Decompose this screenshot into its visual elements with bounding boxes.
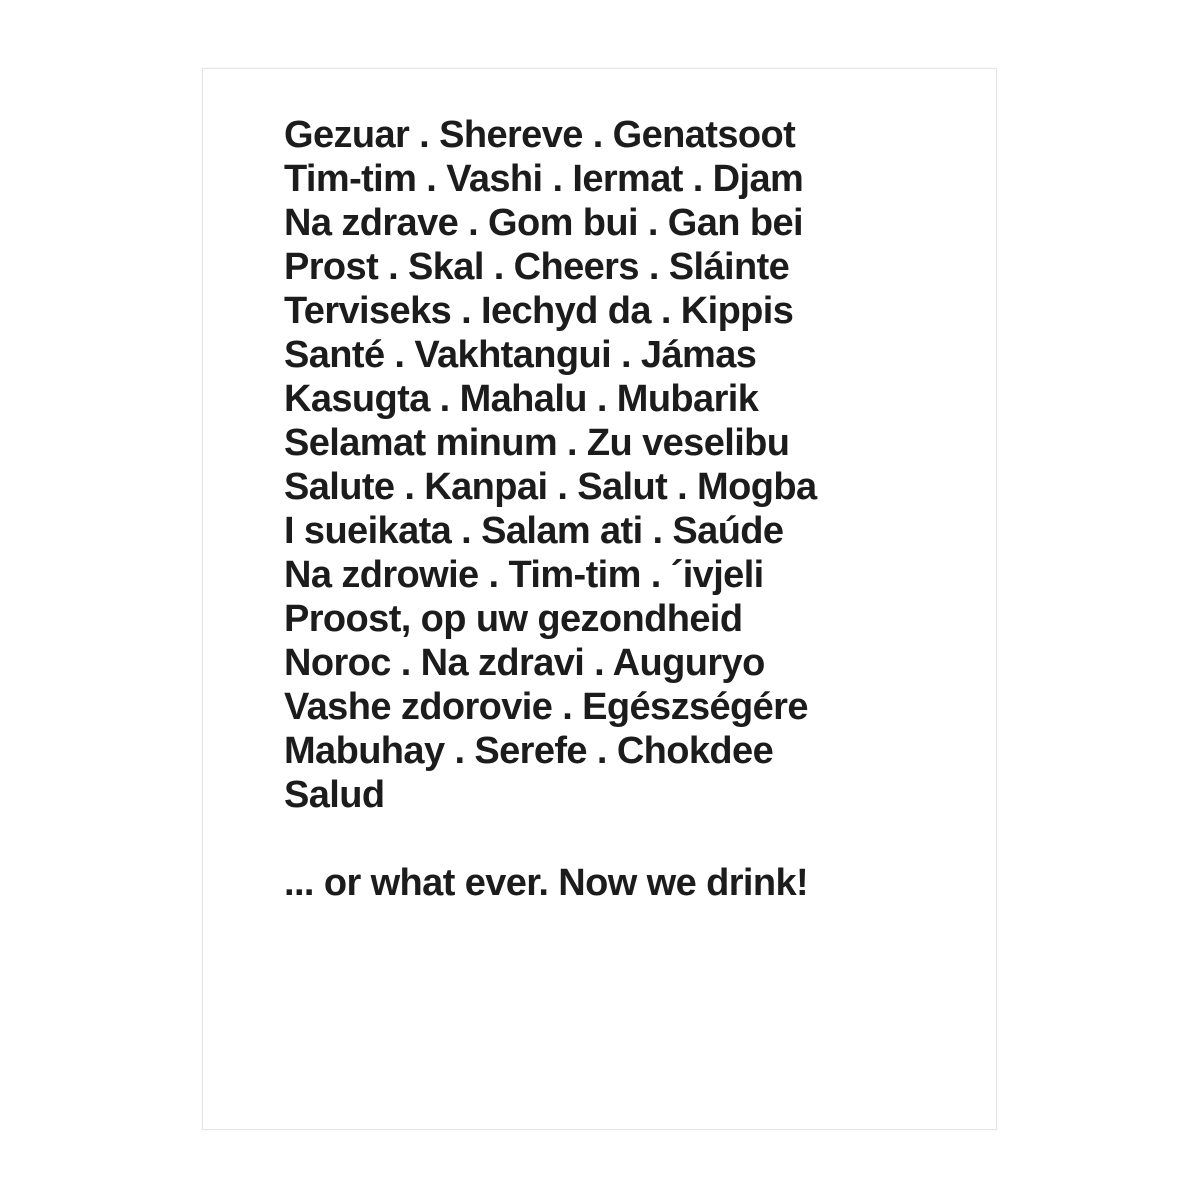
toast-line: Selamat minum . Zu veselibu	[284, 422, 790, 464]
toast-line: Salute . Kanpai . Salut . Mogba	[284, 466, 817, 508]
toast-line: Noroc . Na zdravi . Auguryo	[284, 642, 765, 684]
toast-line: Vashe zdorovie . Egészségére	[284, 686, 808, 728]
toast-line: Prost . Skal . Cheers . Sláinte	[284, 246, 790, 288]
toast-line: Salud	[284, 774, 385, 816]
toast-line: Gezuar . Shereve . Genatsoot	[284, 114, 796, 156]
toast-line: Tim-tim . Vashi . Iermat . Djam	[284, 158, 804, 200]
toast-line: Na zdrave . Gom bui . Gan bei	[284, 202, 803, 244]
greeting-card	[202, 68, 997, 1130]
toast-line: Santé . Vakhtangui . Jámas	[284, 334, 757, 376]
toast-line: Proost, op uw gezondheid	[284, 598, 743, 640]
toast-line: I sueikata . Salam ati . Saúde	[284, 510, 784, 552]
closing-line: ... or what ever. Now we drink!	[284, 862, 809, 904]
toast-line: Mabuhay . Serefe . Chokdee	[284, 730, 774, 772]
toast-line: Kasugta . Mahalu . Mubarik	[284, 378, 759, 420]
toast-line: Na zdrowie . Tim-tim . ´ivjeli	[284, 554, 764, 596]
toast-line: Terviseks . Iechyd da . Kippis	[284, 290, 794, 332]
toast-text-block	[284, 113, 984, 905]
